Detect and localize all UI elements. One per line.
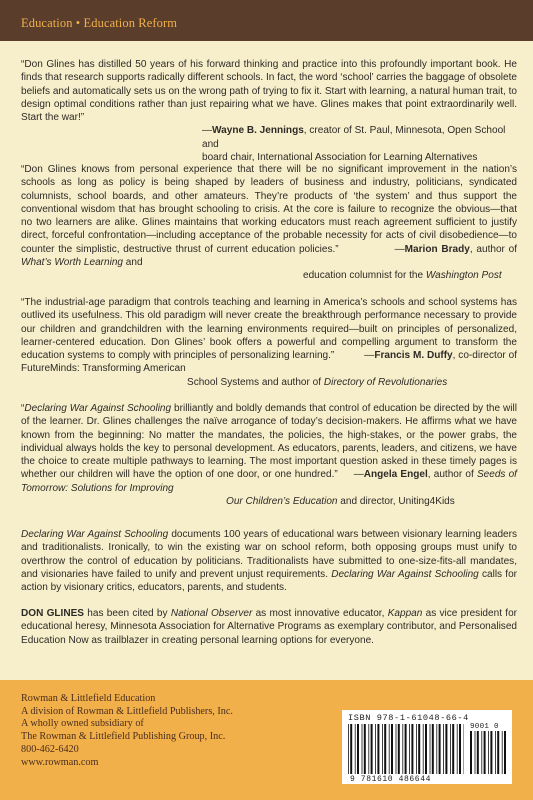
publisher-phone: 800-462-6420 bbox=[21, 743, 79, 755]
publisher-website: www.rowman.com bbox=[21, 756, 99, 768]
blurb-author: Marion Brady bbox=[404, 243, 470, 255]
barcode-bar bbox=[475, 731, 476, 774]
publisher-line: A wholly owned subsidiary of bbox=[21, 718, 144, 730]
barcode-bar bbox=[430, 724, 431, 774]
barcode-bar bbox=[368, 724, 369, 774]
barcode-bar bbox=[416, 724, 417, 774]
barcode-bar bbox=[364, 724, 366, 774]
barcode-bar bbox=[382, 724, 383, 774]
blurb-attribution: —Wayne B. Jennings, creator of St. Paul, Minnesota, Open School and bbox=[202, 125, 506, 150]
blurb-attribution-line2: education columnist for the Washington Post bbox=[303, 270, 502, 282]
blurb-attribution-line2: School Systems and author of Directory of Revolutionaries bbox=[187, 376, 448, 388]
barcode-bar bbox=[355, 724, 356, 774]
barcode-bar bbox=[439, 724, 441, 774]
barcode-bar bbox=[502, 731, 503, 774]
barcode-bar bbox=[481, 731, 482, 774]
barcode-bar bbox=[418, 724, 420, 774]
barcode-bar bbox=[389, 724, 390, 774]
blurb-duffy bbox=[21, 296, 517, 389]
book-title: Declaring War Against Schooling bbox=[24, 403, 172, 414]
blurb-engel bbox=[21, 402, 517, 508]
barcode-bar bbox=[490, 731, 492, 774]
barcode-bar bbox=[470, 731, 472, 774]
book-title: Declaring War Against Schooling bbox=[331, 568, 479, 580]
blurb-text: “Declaring War Against Schooling brilliantly and boldly demands that control of education be directed by the will of the learner. Dr. Glines challenges the naïve arrogance of today’s decision-makers. He affirms what we have known from the beginning: No matter the mandates, the policies, the high-stakes, or the power grabs, the individual always holds the key to personal development. As educators, parents, leaders, and citizens, we have the choice to create multiple pathways to learning. The most important question asked in these timely pages is whether our children will have the option of one door, or one hundred.” —Angela Engel, author of Seeds of Tomorrow: Solutions for Improving bbox=[21, 403, 517, 494]
barcode-bar bbox=[423, 724, 424, 774]
barcode-addon-number: 9001 0 bbox=[470, 723, 499, 731]
publisher-info bbox=[21, 693, 233, 769]
barcode-bar bbox=[450, 724, 451, 774]
blurb-text: “Don Glines has distilled 50 years of his forward thinking and practice into this profoundly important book. He finds that research supports radically different schools. In fact, the word ‘school’ carries the baggage of obsolete beliefs and automatically sets us on the wrong path of trying to fix it. Start with learning, a natural human trait, to design optimal conditions rather than just repairing what we have. Glines makes that point extraordinarily well. Start the war!” bbox=[21, 59, 517, 124]
barcode-bar bbox=[391, 724, 393, 774]
blurb-text: “Don Glines knows from personal experience that there will be no significant improvement in the nation’s schools as long as policy is being shaped by leaders of business and industry, politicians, syndicated columnists, school boards, and other amateurs. They’re products of ‘the system’ and thus support the conventional wisdom that has brought schooling to crisis. At the core is failure to recognize the obvious—that no two learners are alike. Glines maintains that working educators must reach agreement sufficient to justify direct, forceful confrontation—including acceptance of the probable necessity for acts of civil disobedience—to counter the simplistic, destructive thrust of current education policies.” —Marion Brady, author of What’s Worth Learning and bbox=[21, 164, 518, 269]
barcode-bar bbox=[377, 724, 379, 774]
barcode-bar bbox=[457, 724, 458, 774]
barcode-bar bbox=[443, 724, 444, 774]
barcode-bar bbox=[436, 724, 437, 774]
barcode-bar bbox=[445, 724, 447, 774]
barcode-icon bbox=[348, 724, 464, 774]
barcode-bar bbox=[495, 731, 496, 774]
book-summary: Declaring War Against Schooling documents 100 years of educational wars between visionary learning leaders and traditionalists. Ironically, to win the existing war on school reform, both opposing groups must unify to overthrow the control of education by politicians. Traditionalists have submitted to one-size-fits-all mandates, and visionaries have failed to unify and prevent unjust requirements. Declaring War Against Schooling calls for action by visionary critics, educators, parents, and students. bbox=[21, 529, 517, 594]
blurb-jennings bbox=[21, 58, 517, 164]
barcode-number: 9 781610 486644 bbox=[350, 775, 432, 784]
barcode-bar bbox=[371, 724, 373, 774]
blurb-attribution-line2: board chair, International Association for Learning Alternatives bbox=[202, 152, 478, 164]
blurb-work-title: Our Children’s Education bbox=[226, 496, 338, 508]
barcode-bar bbox=[384, 724, 386, 774]
isbn-label: ISBN 978-1-61048-66-4 bbox=[348, 713, 469, 723]
blurb-work-title: Directory of Revolutionaries bbox=[323, 376, 448, 388]
barcode-bar bbox=[477, 731, 479, 774]
barcode-bar bbox=[459, 724, 461, 774]
blurb-author: Angela Engel bbox=[363, 469, 428, 481]
book-title: Declaring War Against Schooling bbox=[21, 529, 169, 540]
barcode-bar bbox=[398, 724, 400, 774]
barcode-bar bbox=[402, 724, 403, 774]
barcode-bar bbox=[409, 724, 410, 774]
barcode-bar bbox=[350, 724, 352, 774]
barcode-bar bbox=[405, 724, 407, 774]
barcode-bar bbox=[348, 724, 349, 774]
blurb-attribution-line2: Our Children’s Education and director, Uniting4Kids bbox=[226, 496, 455, 508]
category-label: Education • Education Reform bbox=[21, 16, 178, 30]
author-bio: DON GLINES has been cited by National Observer as most innovative educator, Kappan as vice president for educational heresy, Minnesota Association for Alternative Programs as exemplary contributor, and Personalised Education Now as trailblazer in creating personal learning options for everyone. bbox=[21, 608, 517, 646]
blurb-work-title: What’s Worth Learning bbox=[21, 257, 124, 269]
barcode-bar bbox=[411, 724, 413, 774]
category-bar bbox=[0, 0, 533, 41]
blurb-text: “The industrial-age paradigm that controls teaching and learning in America’s schools and school systems has outlived its usefulness. This old paradigm will never create the breakthrough performance necessary to provide our children and grandchildren with the learning environments required—built on principles of personalized, learner-centered education. Don Glines’ book offers a powerful and compelling argument to transform the education systems to comply with principles of personalizing learning.” —Francis M. Duffy, co-director of FutureMinds: Transforming American bbox=[21, 297, 517, 375]
blurb-work-title: Seeds of Tomorrow: Solutions for Improving bbox=[21, 469, 517, 494]
barcode-bar bbox=[432, 724, 434, 774]
barcode-bar bbox=[375, 724, 376, 774]
barcode-bar bbox=[425, 724, 427, 774]
barcode-bar bbox=[357, 724, 359, 774]
barcode-bar bbox=[504, 731, 506, 774]
blurb-work-title: Washington Post bbox=[425, 270, 502, 282]
publisher-line: The Rowman & Littlefield Publishing Group, Inc. bbox=[21, 731, 226, 743]
barcode-bar bbox=[452, 724, 454, 774]
blurb-brady bbox=[21, 163, 517, 283]
publisher-line: Rowman & Littlefield Education bbox=[21, 693, 156, 704]
barcode-bar bbox=[396, 724, 397, 774]
barcode-bar bbox=[488, 731, 489, 774]
barcode-addon-icon bbox=[470, 731, 506, 774]
author-name: DON GLINES bbox=[21, 608, 85, 619]
blurb-author: Francis M. Duffy bbox=[374, 350, 453, 362]
publisher-line: A division of Rowman & Littlefield Publishers, Inc. bbox=[21, 705, 233, 717]
barcode-bar bbox=[497, 731, 499, 774]
barcode-bar bbox=[362, 724, 363, 774]
blurb-author: Wayne B. Jennings bbox=[212, 125, 304, 137]
barcode-bar bbox=[484, 731, 486, 774]
